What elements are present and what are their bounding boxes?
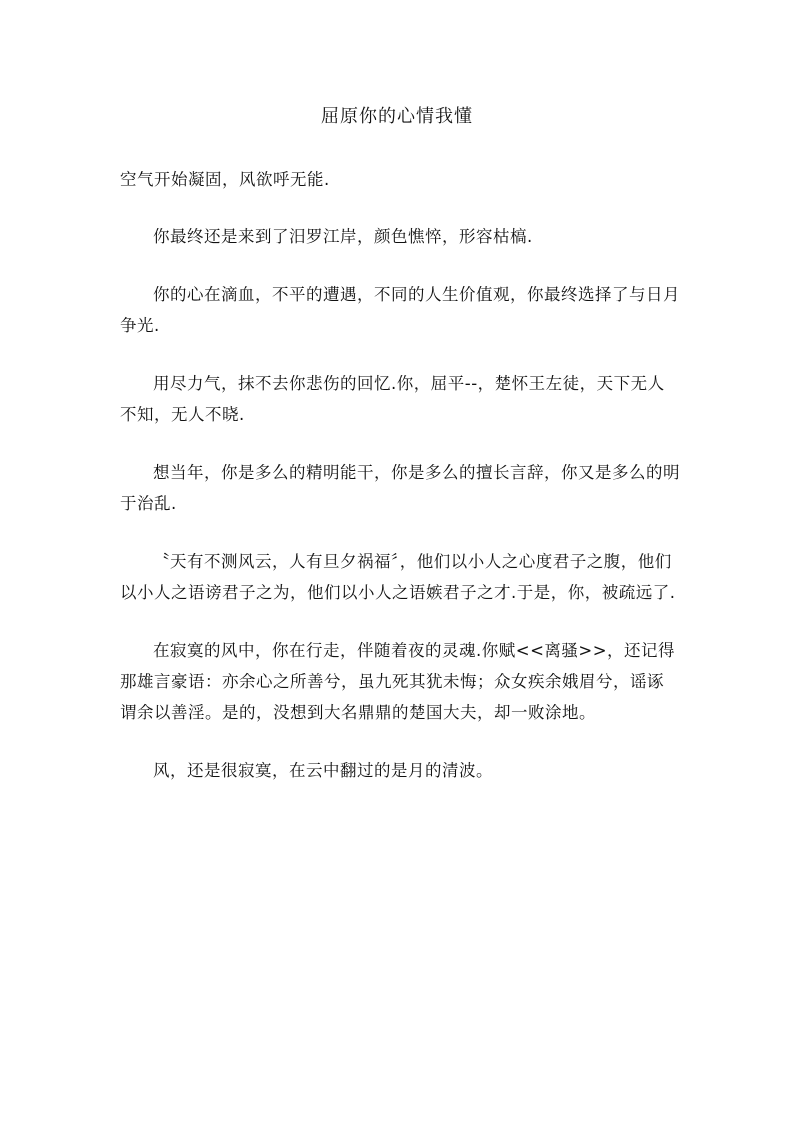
document-body [120, 164, 680, 813]
paragraph-1: 空气开始凝固，风欲呼无能. [120, 170, 330, 189]
paragraph-4: 用尽力气，抹不去你悲伤的回忆.你，屈平--，楚怀王左徒，天下无人不知，无人不晓. [120, 374, 665, 424]
paragraph-3: 你的心在滴血，不平的遭遇，不同的人生价值观，你最终选择了与日月争光. [120, 285, 680, 335]
paragraph-6: 〝天有不测风云，人有旦夕祸福〞，他们以小人之心度君子之腹，他们以小人之语谤君子之为，他们以小人之语嫉君子之才.于是，你，被疏远了. [120, 552, 676, 602]
paragraph-5: 想当年，你是多么的精明能干，你是多么的擅长言辞，你又是多么的明于治乱. [120, 463, 680, 513]
paragraph-7: 在寂寞的风中，你在行走，伴随着夜的灵魂.你赋<<离骚>>，还记得那雄言豪语：亦余心之所善兮，虽九死其犹未悔；众女疾余娥眉兮，谣诼谓余以善淫。是的，没想到大名鼎鼎的楚国大夫，却一败涂地。 [120, 641, 676, 722]
paragraph-8: 风，还是很寂寞，在云中翻过的是月的清波。 [153, 761, 493, 780]
document-title: 屈原你的心情我懂 [321, 106, 473, 127]
paragraph-2: 你最终还是来到了汨罗江岸，颜色憔悴，形容枯槁. [153, 227, 533, 246]
